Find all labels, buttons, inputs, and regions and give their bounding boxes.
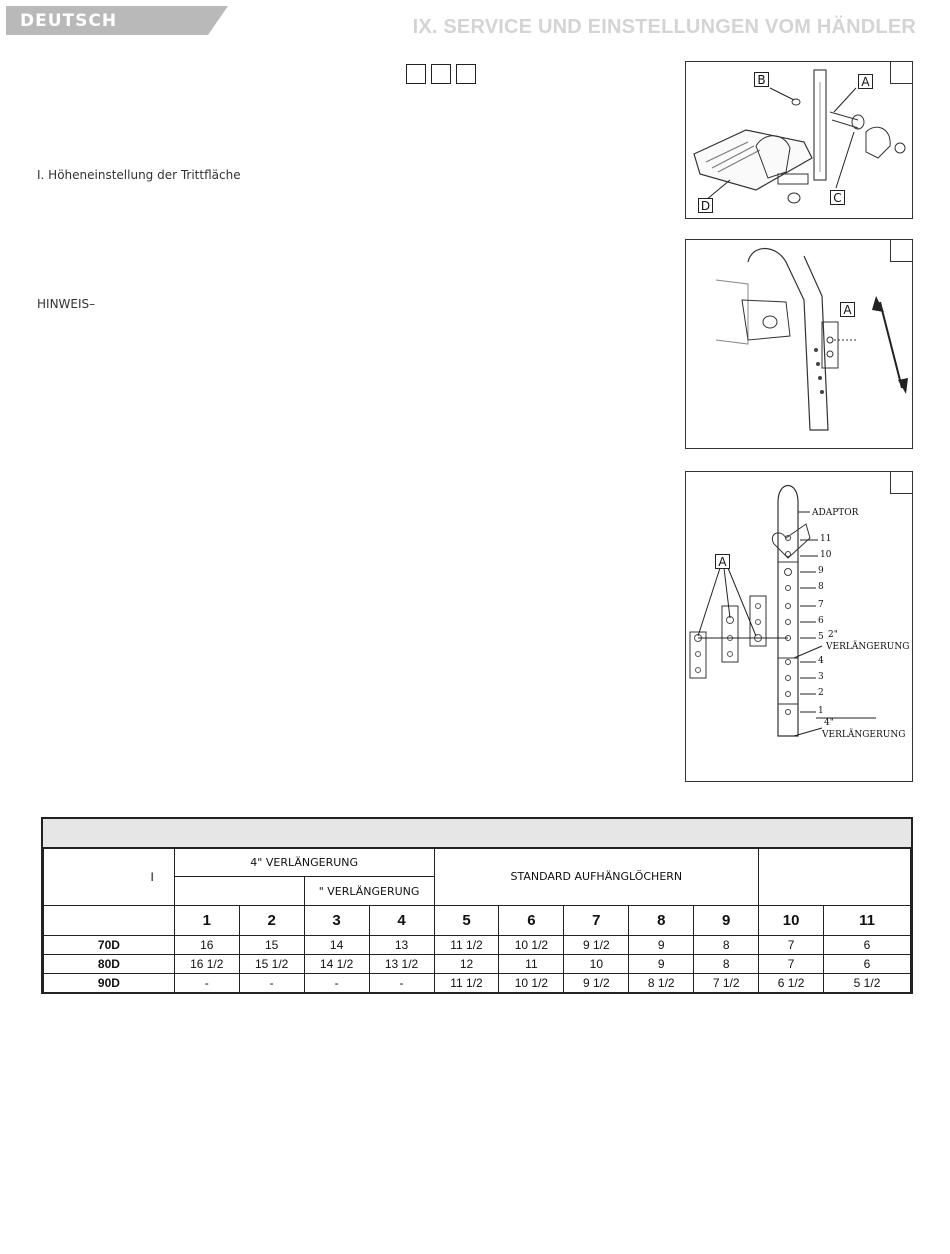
- figure-1-label-c: C: [830, 190, 845, 205]
- row-label-mark: I: [150, 869, 154, 884]
- extension-4in-number: 4": [824, 718, 834, 728]
- table-row: [44, 936, 911, 955]
- table-cell: 13: [369, 936, 434, 955]
- table-cell: 16 1/2: [174, 955, 239, 974]
- column-number: 6: [499, 906, 564, 936]
- height-adjustment-drawing: [686, 240, 912, 448]
- hole-number: 6: [818, 616, 824, 626]
- table-cell: 11: [499, 955, 564, 974]
- hole-number: 5: [818, 632, 824, 642]
- table-cell: 14 1/2: [304, 955, 369, 974]
- hole-number: 3: [818, 672, 824, 682]
- row-label: 70D: [44, 936, 175, 955]
- section-heading: I. Höheneinstellung der Trittfläche: [37, 168, 241, 182]
- column-number: 4: [369, 906, 434, 936]
- column-number-row: [44, 906, 911, 936]
- table-cell: 9 1/2: [564, 936, 629, 955]
- figure-2: [685, 239, 913, 449]
- table-cell: 10 1/2: [499, 974, 564, 993]
- row-label: 80D: [44, 955, 175, 974]
- group-blank: [174, 877, 304, 906]
- figure-2-label-a: A: [840, 302, 855, 317]
- footplate-assembly-drawing: [686, 62, 912, 218]
- table-cell: -: [304, 974, 369, 993]
- figure-number-box: [890, 471, 913, 494]
- table-cell: 7 1/2: [694, 974, 759, 993]
- table-cell: 6: [824, 955, 911, 974]
- table-cell: 10 1/2: [499, 936, 564, 955]
- figure-number-box: [890, 239, 913, 262]
- table-cell: 8 1/2: [629, 974, 694, 993]
- table-cell: 8: [694, 936, 759, 955]
- table-cell: -: [174, 974, 239, 993]
- figure-1-label-a: A: [858, 74, 873, 89]
- table-cell: 7: [759, 936, 824, 955]
- column-number: 10: [759, 906, 824, 936]
- table-cell: 11 1/2: [434, 936, 499, 955]
- group-2in-extension: " VERLÄNGERUNG: [304, 877, 434, 906]
- table-cell: 14: [304, 936, 369, 955]
- hole-number: 10: [820, 550, 832, 560]
- table-cell: -: [239, 974, 304, 993]
- hanger-height-table: [41, 817, 913, 994]
- figure-1: [685, 61, 913, 219]
- table-cell: 10: [564, 955, 629, 974]
- table-cell: 11 1/2: [434, 974, 499, 993]
- column-number: 2: [239, 906, 304, 936]
- language-tab: [6, 6, 228, 35]
- table-cell: 15: [239, 936, 304, 955]
- figure-ref-box: [456, 64, 476, 84]
- table-cell: 9 1/2: [564, 974, 629, 993]
- extension-4in-label: VERLÄNGERUNG: [822, 730, 906, 740]
- figure-number-box: [890, 61, 913, 84]
- table-row: [44, 955, 911, 974]
- table-cell: 9: [629, 936, 694, 955]
- table-cell: 15 1/2: [239, 955, 304, 974]
- table-cell: -: [369, 974, 434, 993]
- column-number: 7: [564, 906, 629, 936]
- column-number: 3: [304, 906, 369, 936]
- column-number: 5: [434, 906, 499, 936]
- table-cell: 13 1/2: [369, 955, 434, 974]
- table-cell: 12: [434, 955, 499, 974]
- figure-1-label-d: D: [698, 198, 713, 213]
- language-label: DEUTSCH: [20, 11, 118, 31]
- extension-2in-number: 2": [828, 630, 838, 640]
- adaptor-label: ADAPTOR: [812, 508, 859, 518]
- figure-3-label-a: A: [715, 554, 730, 569]
- hole-number: 9: [818, 566, 824, 576]
- figure-ref-box: [406, 64, 426, 84]
- group-standard-holes: STANDARD AUFHÄNGLÖCHERN: [434, 848, 759, 906]
- column-number: 1: [174, 906, 239, 936]
- height-table: [43, 847, 911, 993]
- table-row: [44, 974, 911, 993]
- extension-2in-label: VERLÄNGERUNG: [826, 642, 910, 652]
- section-title: IX. SERVICE UND EINSTELLUNGEN VOM HÄNDLER: [412, 16, 916, 38]
- table-cell: 7: [759, 955, 824, 974]
- hole-number: 7: [818, 600, 824, 610]
- group-4in-extension: 4" VERLÄNGERUNG: [174, 848, 434, 877]
- table-title-bar: [43, 819, 911, 849]
- hole-number: 2: [818, 688, 824, 698]
- column-number: 11: [824, 906, 911, 936]
- row-label: 90D: [44, 974, 175, 993]
- column-number: 9: [694, 906, 759, 936]
- hole-number: 11: [820, 534, 832, 544]
- column-number: 8: [629, 906, 694, 936]
- table-cell: 6: [824, 936, 911, 955]
- table-cell: 9: [629, 955, 694, 974]
- hole-number: 4: [818, 656, 824, 666]
- hole-number: 8: [818, 582, 824, 592]
- figure-1-label-b: B: [754, 72, 769, 87]
- group-adaptor-blank: [759, 848, 911, 906]
- table-cell: 16: [174, 936, 239, 955]
- figure-ref-box: [431, 64, 451, 84]
- figure-3: [685, 471, 913, 782]
- table-cell: 6 1/2: [759, 974, 824, 993]
- table-cell: 8: [694, 955, 759, 974]
- column-number-blank: [44, 906, 175, 936]
- note-label: HINWEIS–: [37, 297, 96, 311]
- figure-reference-boxes: [406, 64, 476, 84]
- row-label-header: [44, 848, 175, 906]
- hole-number: 1: [818, 706, 824, 716]
- table-cell: 5 1/2: [824, 974, 911, 993]
